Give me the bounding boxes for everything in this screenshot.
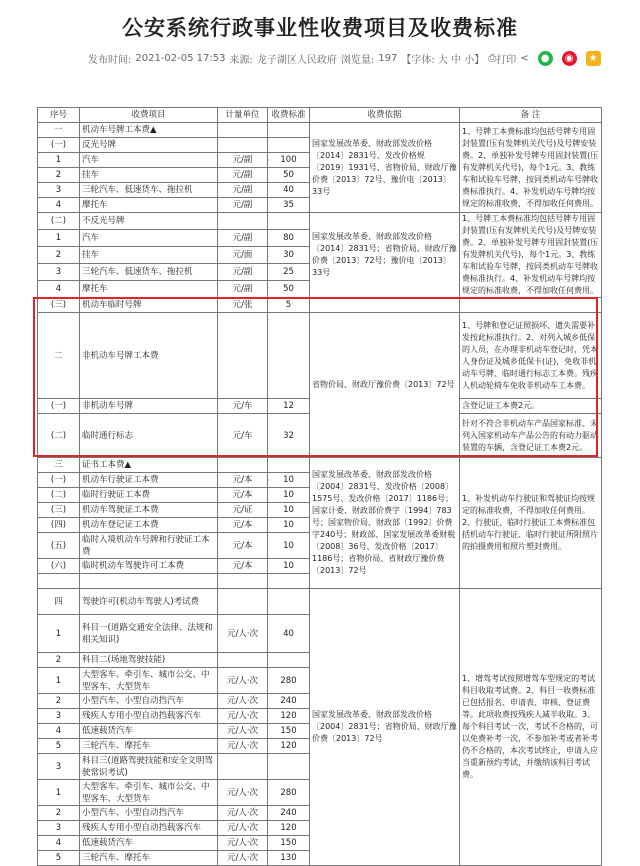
cell-fee: 130	[268, 851, 310, 866]
cell-fee	[268, 653, 310, 668]
cell-seq: 1	[38, 780, 80, 806]
cell-unit: 元/本	[218, 473, 268, 488]
cell-fee: 12	[268, 399, 310, 414]
cell-seq: 三	[38, 458, 80, 473]
table-row	[38, 298, 602, 313]
cell-seq: 5	[38, 739, 80, 754]
cell-item: 机动车驾驶证工本费	[80, 503, 218, 518]
cell-fee: 10	[268, 533, 310, 559]
cell-fee: 25	[268, 264, 310, 281]
cell-unit: 元/人·次	[218, 709, 268, 724]
header-cell: 序号	[38, 108, 80, 123]
cell-item: 机动车号牌工本费▲	[80, 123, 218, 138]
cell-fee: 10	[268, 518, 310, 533]
publish-label: 发布时间:	[88, 55, 132, 66]
cell-seq: 2	[38, 806, 80, 821]
cell-basis: 国家发展改革委、财政部发改价格〔2004〕2831号、发改价格〔2008〕1575号、发改价格〔2017〕1186号；国家计委、财政部价费字〔1994〕783号；国家物价局、财政部〔1992〕价费字240号；财政部、国家发展改革委财税〔2008〕36号、发改价格〔2017〕1186号；省物价局、省财政厅豫价费〔2013〕72号	[310, 458, 460, 589]
cell-unit: 元/人·次	[218, 668, 268, 694]
cell-seq: 2	[38, 694, 80, 709]
header-cell: 计量单位	[218, 108, 268, 123]
cell-seq: (六)	[38, 559, 80, 574]
cell-seq: (三)	[38, 298, 80, 313]
page-title: 公安系统行政事业性收费项目及收费标准	[122, 16, 518, 40]
cell-unit: 元/副	[218, 264, 268, 281]
cell-unit: 元/人·次	[218, 739, 268, 754]
cell-note: 1、号牌工本费标准均包括号牌专用固封装置(压有发牌机关代号)及号牌安装费。2、单独补发号牌专用固封装置(压有发牌机关代号)，每个1元。3、教练车和试验车号牌，按同类机动车号牌收费标准执行。4、补发机动车号牌均按规定的标准收费，不得加收任何费用。	[460, 213, 602, 298]
header-cell: 收费依据	[310, 108, 460, 123]
cell-fee: 10	[268, 473, 310, 488]
cell-item: 摩托车	[80, 281, 218, 298]
cell-unit: 元/人·次	[218, 806, 268, 821]
cell-fee	[268, 754, 310, 780]
cell-seq: 3	[38, 183, 80, 198]
cell-item: 临时机动车驾驶许可工本费	[80, 559, 218, 574]
cell-seq: 1	[38, 668, 80, 694]
cell-fee	[268, 138, 310, 153]
cell-seq: 3	[38, 754, 80, 780]
cell-unit: 元/副	[218, 183, 268, 198]
cell-fee: 120	[268, 739, 310, 754]
cell-item: 临时通行标志	[80, 414, 218, 458]
cell-seq: 2	[38, 653, 80, 668]
cell-item: 低速载货汽车	[80, 836, 218, 851]
cell-item: 残疾人专用小型自动挡载客汽车	[80, 821, 218, 836]
cell-unit: 元/人·次	[218, 851, 268, 866]
cell-item: 挂车	[80, 168, 218, 183]
cell-note: 1、号牌和登记证照损坏、遗失需要补发按此标准执行。2、对列入城乡低保的人员，在办理非机动车登记时，凭本人身份证及城乡低保卡(证)，免收非机动车号牌、临时通行标志工本费。残疾人机动轮椅车免收非机动车工本费。	[460, 313, 602, 399]
cell-seq: 3	[38, 264, 80, 281]
cell-item: 小型汽车、小型自动挡汽车	[80, 694, 218, 709]
table-row	[38, 123, 602, 138]
cell-unit	[218, 213, 268, 230]
cell-item: 临时行驶证工本费	[80, 488, 218, 503]
cell-note: 1、号牌工本费标准均包括号牌专用固封装置(压有发牌机关代号)及号牌安装费。2、单独补发号牌专用固封装置(压有发牌机关代号)，每个1元。3、教练车和试验车号牌，按同类机动车号牌收费标准执行。4、补发机动车号牌均按规定的标准收费，不得加收任何费用。	[460, 123, 602, 213]
cell-seq: 四	[38, 589, 80, 615]
cell-fee	[268, 589, 310, 615]
cell-unit: 元/面	[218, 247, 268, 264]
table-row	[38, 458, 602, 473]
cell-unit: 元/人·次	[218, 615, 268, 653]
cell-item: 证书工本费▲	[80, 458, 218, 473]
cell-unit: 元/人·次	[218, 694, 268, 709]
cell-unit: 元/车	[218, 399, 268, 414]
cell-unit	[218, 589, 268, 615]
cell-item: 大型客车、牵引车、城市公交、中型客车、大型货车	[80, 668, 218, 694]
cell-seq: (二)	[38, 213, 80, 230]
cell-item: 挂车	[80, 247, 218, 264]
cell-item: 机动车临时号牌	[80, 298, 218, 313]
cell-unit: 元/本	[218, 518, 268, 533]
cell-item: 三轮汽车、低速货车、拖拉机	[80, 264, 218, 281]
cell-fee	[268, 213, 310, 230]
cell-unit	[218, 313, 268, 399]
cell-item: 科目三(道路驾驶技能和安全文明驾驶常识考试)	[80, 754, 218, 780]
cell-seq: 一	[38, 123, 80, 138]
table-row	[38, 213, 602, 230]
cell-fee: 150	[268, 724, 310, 739]
cell-unit: 元/副	[218, 168, 268, 183]
cell-item: 三轮汽车、摩托车	[80, 851, 218, 866]
cell-unit: 元/证	[218, 503, 268, 518]
cell-fee: 120	[268, 709, 310, 724]
cell-seq: 3	[38, 821, 80, 836]
cell-basis: 省物价局、财政厅豫价费〔2013〕72号	[310, 313, 460, 458]
cell-unit: 元/人·次	[218, 724, 268, 739]
cell-unit: 元/人·次	[218, 780, 268, 806]
weibo-share-icon[interactable]: ◉	[562, 51, 577, 66]
cell-fee: 10	[268, 503, 310, 518]
cell-item: 机动车登记证工本费	[80, 518, 218, 533]
cell-fee: 80	[268, 230, 310, 247]
cell-fee: 40	[268, 615, 310, 653]
cell-item: 反光号牌	[80, 138, 218, 153]
cell-fee	[268, 313, 310, 399]
share-icon[interactable]: <	[520, 53, 529, 64]
cell-item: 驾驶许可(机动车驾驶人)考试费	[80, 589, 218, 615]
cell-item: 三轮汽车、摩托车	[80, 739, 218, 754]
cell-fee: 30	[268, 247, 310, 264]
cell-fee	[268, 123, 310, 138]
cell-fee: 280	[268, 668, 310, 694]
cell-item: 科目一(道路交通安全法律、法规和相关知识)	[80, 615, 218, 653]
cell-item: 大型客车、牵引车、城市公交、中型客车、大型货车	[80, 780, 218, 806]
fee-table	[37, 107, 602, 866]
cell-item: 非机动车号牌工本费	[80, 313, 218, 399]
cell-note: 1、补发机动车行驶证和驾驶证均按规定的标准收费，不得加收任何费用。2、行驶证、临时行驶证工本费标准包括机动车行驶证、临时行驶证所附照片的拍摄费用和照片塑封费用。	[460, 458, 602, 589]
cell-unit: 元/本	[218, 533, 268, 559]
cell-item: 临时入境机动车号牌和行驶证工本费	[80, 533, 218, 559]
cell-seq: (一)	[38, 473, 80, 488]
cell-unit	[218, 138, 268, 153]
cell-fee: 10	[268, 559, 310, 574]
cell-note	[460, 298, 602, 313]
cell-item: 汽车	[80, 153, 218, 168]
cell-seq: (二)	[38, 414, 80, 458]
cell-seq: 5	[38, 851, 80, 866]
cell-unit: 元/张	[218, 298, 268, 313]
cell-seq: 1	[38, 230, 80, 247]
table-header-row	[38, 108, 602, 123]
cell-fee: 40	[268, 183, 310, 198]
cell-seq: 4	[38, 281, 80, 298]
cell-seq: (四)	[38, 518, 80, 533]
cell-fee: 50	[268, 281, 310, 298]
cell-note: 含登记证工本费2元。	[460, 399, 602, 414]
cell-item: 不反光号牌	[80, 213, 218, 230]
cell-seq: 二	[38, 313, 80, 399]
cell-item: 残疾人专用小型自动挡载客汽车	[80, 709, 218, 724]
print-button[interactable]: 打印	[496, 55, 517, 66]
header-cell: 备 注	[460, 108, 602, 123]
header-cell: 收费项目	[80, 108, 218, 123]
cell-basis: 国家发展改革委、财政部发改价格〔2004〕2831号；省物价局、财政厅豫价费〔2013〕72号	[310, 589, 460, 866]
print-icon[interactable]: ⎙	[488, 53, 497, 64]
cell-basis	[310, 298, 460, 313]
cell-unit: 元/人·次	[218, 836, 268, 851]
cell-unit: 元/人·次	[218, 821, 268, 836]
cell-seq: 3	[38, 709, 80, 724]
cell-seq: 4	[38, 724, 80, 739]
cell-unit: 元/副	[218, 281, 268, 298]
cell-item: 低速载货汽车	[80, 724, 218, 739]
font-size-control[interactable]: 【字体: 大 中 小】	[401, 55, 485, 66]
cell-fee: 5	[268, 298, 310, 313]
article-meta	[88, 51, 605, 66]
cell-basis: 国家发展改革委、财政部发改价格〔2014〕2831号；省物价局、财政厅豫价费〔2013〕72号；豫价电〔2013〕33号	[310, 213, 460, 298]
cell-seq: (一)	[38, 399, 80, 414]
cell-unit	[218, 653, 268, 668]
cell-unit	[218, 754, 268, 780]
cell-unit: 元/车	[218, 414, 268, 458]
cell-fee: 35	[268, 198, 310, 213]
cell-seq: (三)	[38, 503, 80, 518]
cell-fee: 120	[268, 821, 310, 836]
cell-basis: 国家发展改革委、财政部发改价格〔2014〕2831号、发改价格规〔2019〕1931号、省物价局、财政厅豫价费〔2013〕72号、豫价电〔2013〕33号	[310, 123, 460, 213]
cell-fee: 50	[268, 168, 310, 183]
cell-seq: 2	[38, 247, 80, 264]
cell-fee: 240	[268, 694, 310, 709]
cell-unit	[218, 458, 268, 473]
cell-fee: 10	[268, 488, 310, 503]
cell-item: 三轮汽车、低速货车、拖拉机	[80, 183, 218, 198]
wechat-share-icon[interactable]: ●	[538, 51, 553, 66]
cell-unit: 元/本	[218, 488, 268, 503]
views-count: 197	[378, 53, 398, 64]
cell-unit	[218, 123, 268, 138]
header-cell: 收费标准	[268, 108, 310, 123]
table-row	[38, 313, 602, 399]
cell-seq: 1	[38, 615, 80, 653]
cell-seq: 4	[38, 836, 80, 851]
cell-item: 摩托车	[80, 198, 218, 213]
cell-item: 科目二(场地驾驶技能)	[80, 653, 218, 668]
cell-fee: 150	[268, 836, 310, 851]
cell-seq: 1	[38, 153, 80, 168]
qzone-share-icon[interactable]: ★	[586, 51, 601, 66]
table-row	[38, 589, 602, 615]
cell-seq: (二)	[38, 488, 80, 503]
cell-unit: 元/副	[218, 153, 268, 168]
cell-unit: 元/副	[218, 230, 268, 247]
cell-fee: 100	[268, 153, 310, 168]
cell-fee: 240	[268, 806, 310, 821]
publish-time: 2021-02-05 17:53	[135, 53, 226, 64]
cell-item: 小型汽车、小型自动挡汽车	[80, 806, 218, 821]
cell-note: 针对不符合非机动车产品国家标准、未列入国家机动车产品公告的有动力驱动装置的车辆，含登记证工本费2元。	[460, 414, 602, 458]
cell-fee	[268, 458, 310, 473]
cell-note: 1、增驾考试按照增驾车型规定的考试科目收取考试费。2、科目一收费标准已包括报名、申请表、审核、登证费等。此项收费按残疾人减半收取。3、每个科目考试一次，考试不合格的，可以免费补考一次，不参加补考或者补考仍不合格的，本次考试终止，申请人应当重新预约考试，并缴纳该科目考试费。	[460, 589, 602, 866]
cell-item: 机动车行驶证工本费	[80, 473, 218, 488]
cell-seq: (五)	[38, 533, 80, 559]
cell-unit: 元/本	[218, 559, 268, 574]
cell-seq: 2	[38, 168, 80, 183]
views-label: 浏览量:	[340, 55, 375, 66]
source-label: 来源:	[229, 55, 253, 66]
cell-fee: 280	[268, 780, 310, 806]
source-name: 龙子湖区人民政府	[256, 55, 337, 66]
cell-seq: (一)	[38, 138, 80, 153]
cell-unit: 元/副	[218, 198, 268, 213]
cell-seq: 4	[38, 198, 80, 213]
cell-fee: 32	[268, 414, 310, 458]
cell-item: 非机动车号牌	[80, 399, 218, 414]
cell-item: 汽车	[80, 230, 218, 247]
